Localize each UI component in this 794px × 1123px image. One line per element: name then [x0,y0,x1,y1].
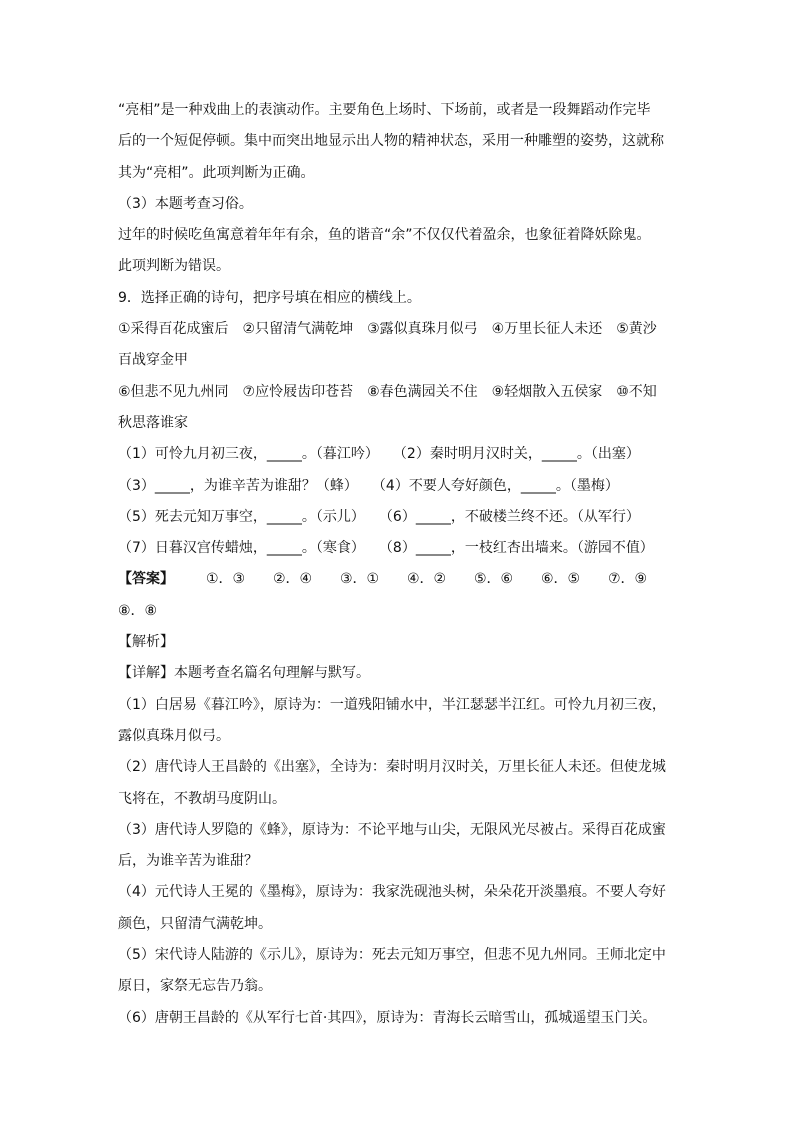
answer-item-last: ⑧．⑧ [118,602,158,619]
option-line: 秋思落谁家 [118,414,188,431]
text-line: （6）唐朝王昌龄的《从军行七首·其四》，原诗为：青海长云暗雪山，孤城遥望玉门关。 [118,1009,657,1026]
blank-line: （5）死去元知万事空，_____。（示儿） （6）_____，不破楼兰终不还。（从军行） [118,508,640,525]
text-line: 原日，家祭无忘告乃翁。 [118,978,272,995]
answer-item: ②．④ [273,571,313,588]
answer-item: ④．② [407,571,447,588]
text-line: 其为“亮相”。此项判断为正确。 [118,164,315,181]
text-line: “亮相”是一种戏曲上的表演动作。主要角色上场时、下场前，或者是一段舞蹈动作完毕 [118,102,651,118]
text-line: （4）元代诗人王冕的《墨梅》，原诗为：我家洗砚池头树，朵朵花开淡墨痕。不要人夸好 [118,884,666,901]
answer-item: ⑥．⑤ [541,571,581,588]
text-line: （5）宋代诗人陆游的《示儿》，原诗为：死去元知万事空，但悲不见九州同。王师北定中 [118,947,666,964]
blank-line: （3）_____，为谁辛苦为谁甜？（蜂） （4）不要人夸好颜色，_____。（墨梅） [118,477,619,494]
text-line: 此项判断为错误。 [118,258,230,275]
text-line: 露似真珠月似弓。 [118,727,230,744]
text-line: 【详解】本题考查名篇名句理解与默写。 [118,665,370,682]
answer-label: 【答案】 [118,571,174,588]
document-page [118,95,678,1034]
text-line: （3）本题考查习俗。 [118,195,253,212]
answer-row [118,564,678,595]
question-title: 9．选择正确的诗句，把序号填在相应的横线上。 [118,289,421,306]
analysis-label: 【解析】 [118,634,174,651]
answer-item: ⑤．⑥ [474,571,514,588]
text-line: 后，为谁辛苦为谁甜？ [118,853,258,870]
text-line: （2）唐代诗人王昌龄的《出塞》，全诗为：秦时明月汉时关，万里长征人未还。但使龙城 [118,759,666,776]
text-line: （3）唐代诗人罗隐的《蜂》，原诗为：不论平地与山尖，无限风光尽被占。采得百花成蜜 [118,821,666,838]
text-line: 后的一个短促停顿。集中而突出地显示出人物的精神状态，采用一种雕塑的姿势，这就称 [118,133,664,150]
blank-line: （7）日暮汉宫传蜡烛，_____。（寒食） （8）_____，一枝红杏出墙来。（游园不值） [118,540,654,557]
text-line: 颜色，只留清气满乾坤。 [118,915,272,932]
option-line: 百战穿金甲 [118,352,188,369]
text-line: 飞将在，不教胡马度阴山。 [118,790,286,807]
option-line: ①采得百花成蜜后 ②只留清气满乾坤 ③露似真珠月似弓 ④万里长征人未还 ⑤黄沙 [118,321,657,338]
option-line: ⑥但悲不见九州同 ⑦应怜屐齿印苍苔 ⑧春色满园关不住 ⑨轻烟散入五侯家 ⑩不知 [118,383,657,400]
answer-item: ③．① [340,571,380,588]
text-line: 过年的时候吃鱼寓意着年年有余，鱼的谐音“余”不仅仅代着盈余，也象征着降妖除鬼。 [118,227,651,244]
blank-line: （1）可怜九月初三夜，_____。（暮江吟） （2）秦时明月汉时关，_____。（出塞） [118,446,640,463]
answer-item: ①．③ [206,571,246,588]
text-line: （1）白居易《暮江吟》，原诗为：一道残阳铺水中，半江瑟瑟半江红。可怜九月初三夜， [118,696,666,713]
answer-item: ⑦．⑨ [608,571,648,588]
